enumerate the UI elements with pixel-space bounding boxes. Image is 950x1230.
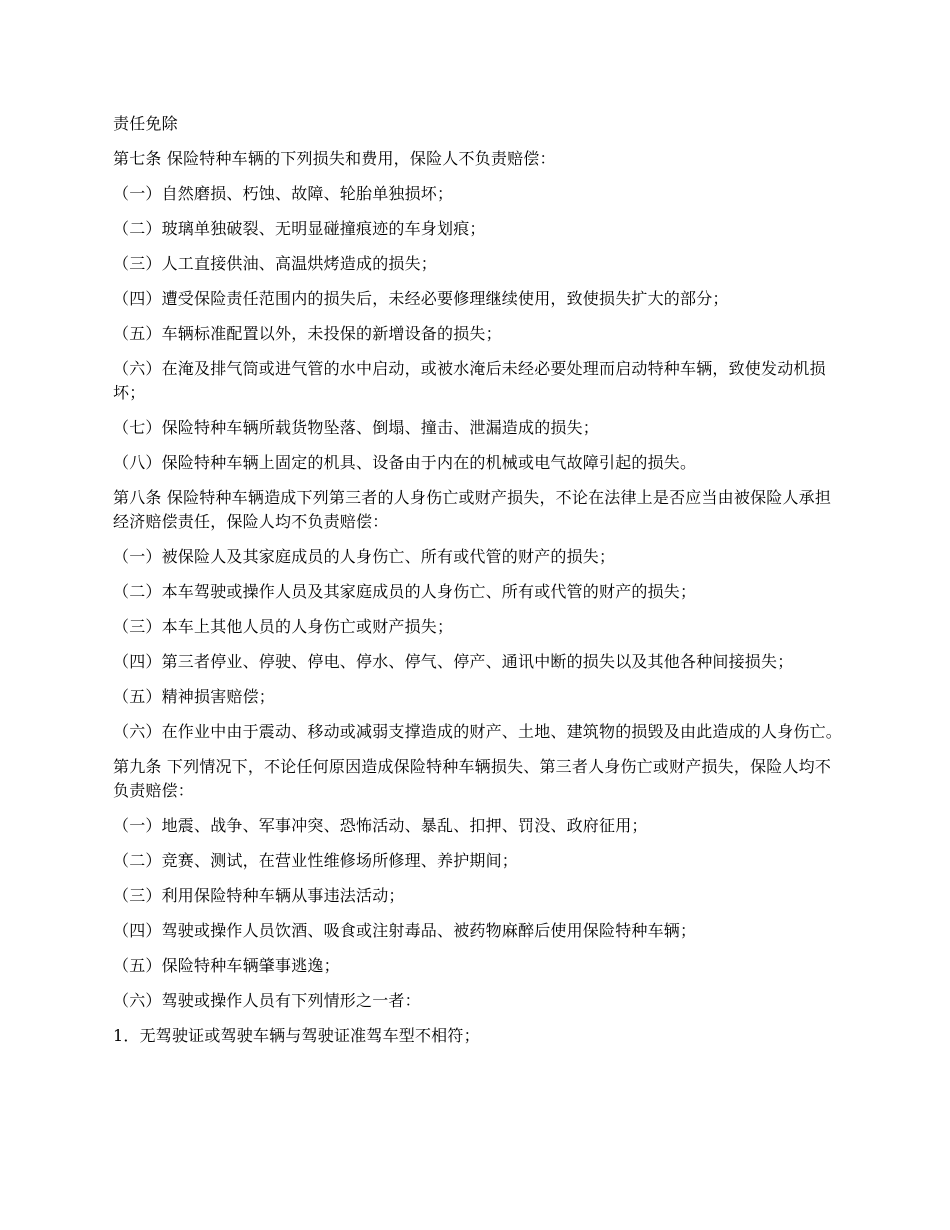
article-8-item-4: （四）第三者停业、停驶、停电、停水、停气、停产、通讯中断的损失以及其他各种间接损失； xyxy=(113,652,794,671)
article-8-item-6: （六）在作业中由于震动、移动或减弱支撑造成的财产、土地、建筑物的损毁及由此造成的人身伤亡。 xyxy=(113,722,843,741)
article-8-item-3: （三）本车上其他人员的人身伤亡或财产损失； xyxy=(113,617,454,636)
article-9-subitem-1: 1．无驾驶证或驾驶车辆与驾驶证准驾车型不相符； xyxy=(113,1026,480,1045)
article-8: 第八条 保险特种车辆造成下列第三者的人身伤亡或财产损失，不论在法律上是否应当由被保险人承担经济赔偿责任，保险人均不负责赔偿： xyxy=(113,488,832,531)
article-7-item-1: （一）自然磨损、朽蚀、故障、轮胎单独损坏； xyxy=(113,184,454,203)
article-7-item-4: （四）遭受保险责任范围内的损失后，未经必要修理继续使用，致使损失扩大的部分； xyxy=(113,289,729,308)
article-7: 第七条 保险特种车辆的下列损失和费用，保险人不负责赔偿： xyxy=(113,149,556,168)
article-9-item-6: （六）驾驶或操作人员有下列情形之一者： xyxy=(113,991,421,1010)
article-9-item-1: （一）地震、战争、军事冲突、恐怖活动、暴乱、扣押、罚没、政府征用； xyxy=(113,816,648,835)
article-9-item-5: （五）保险特种车辆肇事逃逸； xyxy=(113,956,340,975)
article-9: 第九条 下列情况下，不论任何原因造成保险特种车辆损失、第三者人身伤亡或财产损失，保险人均不负责赔偿： xyxy=(113,757,832,800)
article-9-item-4: （四）驾驶或操作人员饮酒、吸食或注射毒品、被药物麻醉后使用保险特种车辆； xyxy=(113,921,697,940)
article-7-item-7: （七）保险特种车辆所载货物坠落、倒塌、撞击、泄漏造成的损失； xyxy=(113,418,600,437)
article-7-item-3: （三）人工直接供油、高温烘烤造成的损失； xyxy=(113,254,438,273)
article-7-item-6: （六）在淹及排气筒或进气管的水中启动，或被水淹后未经必要处理而启动特种车辆，致使发动机损坏； xyxy=(113,359,826,402)
section-heading: 责任免除 xyxy=(113,114,178,133)
article-8-item-2: （二）本车驾驶或操作人员及其家庭成员的人身伤亡、所有或代管的财产的损失； xyxy=(113,582,697,601)
article-8-item-1: （一）被保险人及其家庭成员的人身伤亡、所有或代管的财产的损失； xyxy=(113,547,616,566)
document-page xyxy=(113,112,843,1059)
article-7-item-5: （五）车辆标准配置以外，未投保的新增设备的损失； xyxy=(113,324,502,343)
article-7-item-8: （八）保险特种车辆上固定的机具、设备由于内在的机械或电气故障引起的损失。 xyxy=(113,453,697,472)
article-8-item-5: （五）精神损害赔偿； xyxy=(113,687,276,706)
article-7-item-2: （二）玻璃单独破裂、无明显碰撞痕迹的车身划痕； xyxy=(113,219,486,238)
article-9-item-2: （二）竞赛、测试，在营业性维修场所修理、养护期间； xyxy=(113,851,519,870)
article-9-item-3: （三）利用保险特种车辆从事违法活动； xyxy=(113,886,405,905)
